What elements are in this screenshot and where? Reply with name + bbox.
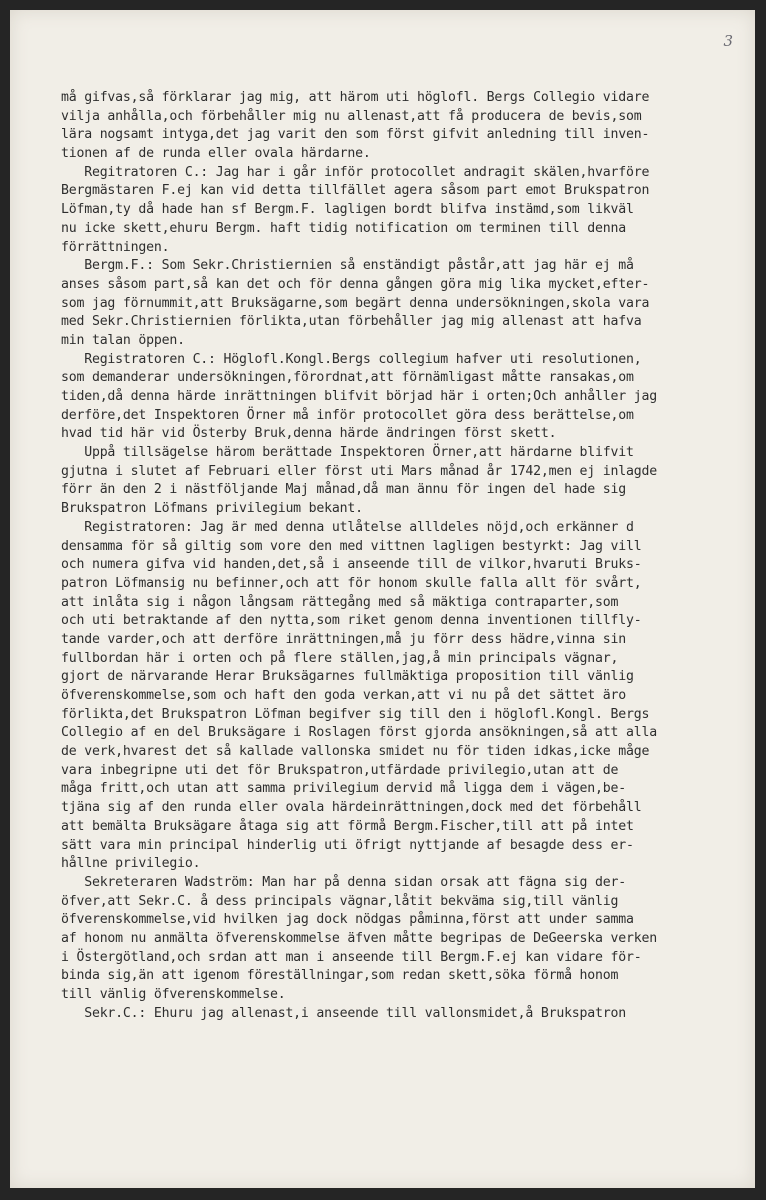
text-line: de verk,hvarest det så kallade vallonska smidet nu för tiden idkas,icke måge [61,744,650,760]
text-line: och uti betraktande af den nytta,som riket genom denna inventionen tillfly- [61,613,642,629]
text-line: i Östergötland,och srdan att man i anseende till Bergm.F.ej kan vidare för- [61,949,642,965]
text-line: gjutna i slutet af Februari eller först uti Mars månad år 1742,men ej inlagde [61,463,657,479]
text-line: anses såsom part,så kan det och för denna gången göra mig lika mycket,efter- [61,276,650,292]
text-line: densamma för så giltig som vore den med vittnen lagligen bestyrkt: Jag vill [61,538,642,554]
text-line: hvad tid här vid Österby Bruk,denna härde ändringen först skett. [61,426,557,442]
text-line: Sekreteraren Wadström: Man har på denna sidan orsak att fägna sig der- [61,874,626,890]
text-line: gjort de närvarande Herar Bruksägarnes fullmäktiga proposition till vänlig [61,669,634,685]
text-line: Registratoren C.: Höglofl.Kongl.Bergs collegium hafver uti resolutionen, [61,351,642,367]
text-line: Registratoren: Jag är med denna utlåtelse allldeles nöjd,och erkänner d [61,519,634,535]
text-line: att inlåta sig i någon långsam rättegång med så mäktiga contraparter,som [61,594,619,610]
text-line: och numera gifva vid handen,det,så i anseende till de vilkor,hvaruti Bruks- [61,557,642,573]
text-line: patron Löfmansig nu befinner,och att för honom skulle falla allt för svårt, [61,575,642,591]
text-line: af honom nu anmälta öfverenskommelse äfven måtte begripas de DeGeerska verken [61,930,657,946]
text-line: vara inbegripne uti det för Brukspatron,utfärdade privilegio,utan att de [61,762,619,778]
text-line: Bergmästaren F.ej kan vid detta tillfället agera såsom part emot Brukspatron [61,183,650,199]
text-line: öfverenskommelse,vid hvilken jag dock nödgas påminna,först att under samma [61,912,634,928]
page-number: 3 [723,32,733,50]
text-line: nu icke skett,ehuru Bergm. haft tidig notification om terminen till denna [61,220,626,236]
text-line: Collegio af en del Bruksägare i Roslagen först gjorda ansökningen,så att alla [61,725,657,741]
text-line: derföre,det Inspektoren Örner må inför protocollet göra dess berättelse,om [61,407,634,423]
text-line: tande varder,och att derföre inrättningen,må ju förr dess hädre,vinna sin [61,631,626,647]
text-line: lära nogsamt intyga,det jag varit den som först gifvit anledning till inven- [61,127,650,143]
text-line: min talan öppen. [61,332,185,348]
text-line: Uppå tillsägelse härom berättade Inspektoren Örner,att härdarne blifvit [61,445,634,461]
document-page [10,10,755,1188]
typed-text-block [61,89,721,1023]
text-line: sätt vara min principal hinderlig uti öfrigt nyttjande af besagde dess er- [61,837,634,853]
text-line: Löfman,ty då hade han sf Bergm.F. lagligen bordt blifva instämd,som likväl [61,202,634,218]
text-line: vilja anhålla,och förbehåller mig nu allenast,att få producera de bevis,som [61,108,642,124]
text-line: öfverenskommelse,som och haft den goda verkan,att vi nu på det sättet äro [61,688,626,703]
text-line: till vänlig öfverenskommelse. [61,987,286,1002]
text-line: förr än den 2 i nästföljande Maj månad,då man ännu för ingen del hade sig [61,482,626,498]
text-line: fullbordan här i orten och på flere ställen,jag,å min principals vägnar, [61,650,619,666]
text-line: måga fritt,och utan att samma privilegium dervid må ligga dem i vägen,be- [61,781,626,797]
text-line: tiden,då denna härde inrättningen blifvit börjad här i orten;Och anhåller jag [61,389,657,404]
text-line: med Sekr.Christiernien förlikta,utan förbehåller jag mig allenast att hafva [61,314,642,330]
text-line: Sekr.C.: Ehuru jag allenast,i anseende till vallonsmidet,å Brukspatron [61,1005,626,1021]
text-line: Brukspatron Löfmans privilegium bekant. [61,501,363,517]
text-line: öfver,att Sekr.C. å dess principals vägnar,låtit bekväma sig,till vänlig [61,893,619,909]
text-line: hållne privilegio. [61,856,201,872]
text-line: som demanderar undersökningen,förordnat,att förnämligast måtte ransakas,om [61,370,634,386]
text-line: förlikta,det Brukspatron Löfman begifver sig till den i höglofl.Kongl. Bergs [61,706,650,722]
text-line: Bergm.F.: Som Sekr.Christiernien så enständigt påstår,att jag här ej må [61,258,634,274]
text-line: Regitratoren C.: Jag har i går inför protocollet andragit skälen,hvarföre [61,164,650,180]
text-line: som jag förnummit,att Bruksägarne,som begärt denna undersökningen,skola vara [61,295,650,311]
text-line: må gifvas,så förklarar jag mig, att härom uti höglofl. Bergs Collegio vidare [61,90,650,105]
text-line: förrättningen. [61,239,170,255]
text-line: tjäna sig af den runda eller ovala härdeinrättningen,dock med det förbehåll [61,800,642,816]
text-line: binda sig,än att igenom föreställningar,som redan skett,söka förmå honom [61,968,619,984]
text-line: att bemälta Bruksägare åtaga sig att förmå Bergm.Fischer,till att på intet [61,818,634,834]
text-line: tionen af de runda eller ovala härdarne. [61,146,371,162]
